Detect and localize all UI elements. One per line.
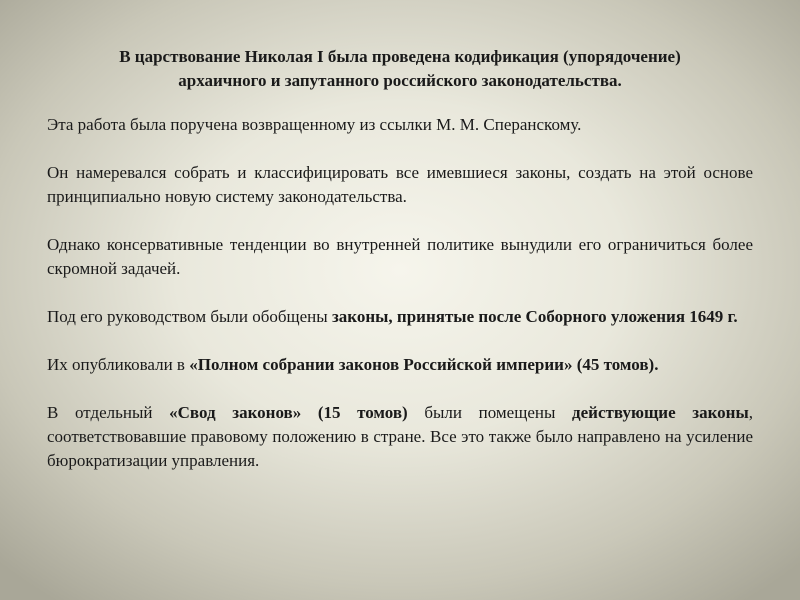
paragraph-speransky: Эта работа была поручена возвращенному из ссылки М. М. Сперанскому. xyxy=(47,115,582,134)
paragraph-full-collection-text: Их опубликовали в xyxy=(47,355,190,374)
paragraph-intent: Он намеревался собрать и классифицировать все имевшиеся законы, создать на этой основе принципиально новую систему законодательства. xyxy=(47,163,753,206)
title-line-1: В царствование Николая I была проведена кодификация (упорядочение) xyxy=(119,47,681,66)
paragraph-generalized-laws xyxy=(47,305,753,329)
title-line-2: архаичного и запутанного российского законодательства. xyxy=(178,71,622,90)
paragraph-full-collection-bold: «Полном собрании законов Российской империи» (45 томов). xyxy=(189,355,659,374)
paragraph-code-bold-2: действующие законы xyxy=(572,403,749,422)
paragraph-code-of-laws xyxy=(47,401,753,473)
paragraph-full-collection xyxy=(47,353,753,377)
paragraph-generalized-laws-text: Под его руководством были обобщены xyxy=(47,307,332,326)
paragraph-code-text-2: были помещены xyxy=(407,403,573,422)
slide-content xyxy=(47,40,753,473)
paragraph-code-text-1: В отдельный xyxy=(47,403,170,422)
slide-title xyxy=(47,45,753,93)
paragraph-generalized-laws-bold: законы, принятые после Соборного уложения 1649 г. xyxy=(331,307,738,326)
paragraph-code-bold-1: «Свод законов» (15 томов) xyxy=(169,403,408,422)
paragraph-code-text-3: , соответствовавшие правовому положению в стране. Все это также было направлено на усиление бюрократизации управления. xyxy=(47,403,753,470)
paragraph-conservative: Однако консервативные тенденции во внутренней политике вынудили его ограничиться более скромной задачей. xyxy=(47,235,753,278)
